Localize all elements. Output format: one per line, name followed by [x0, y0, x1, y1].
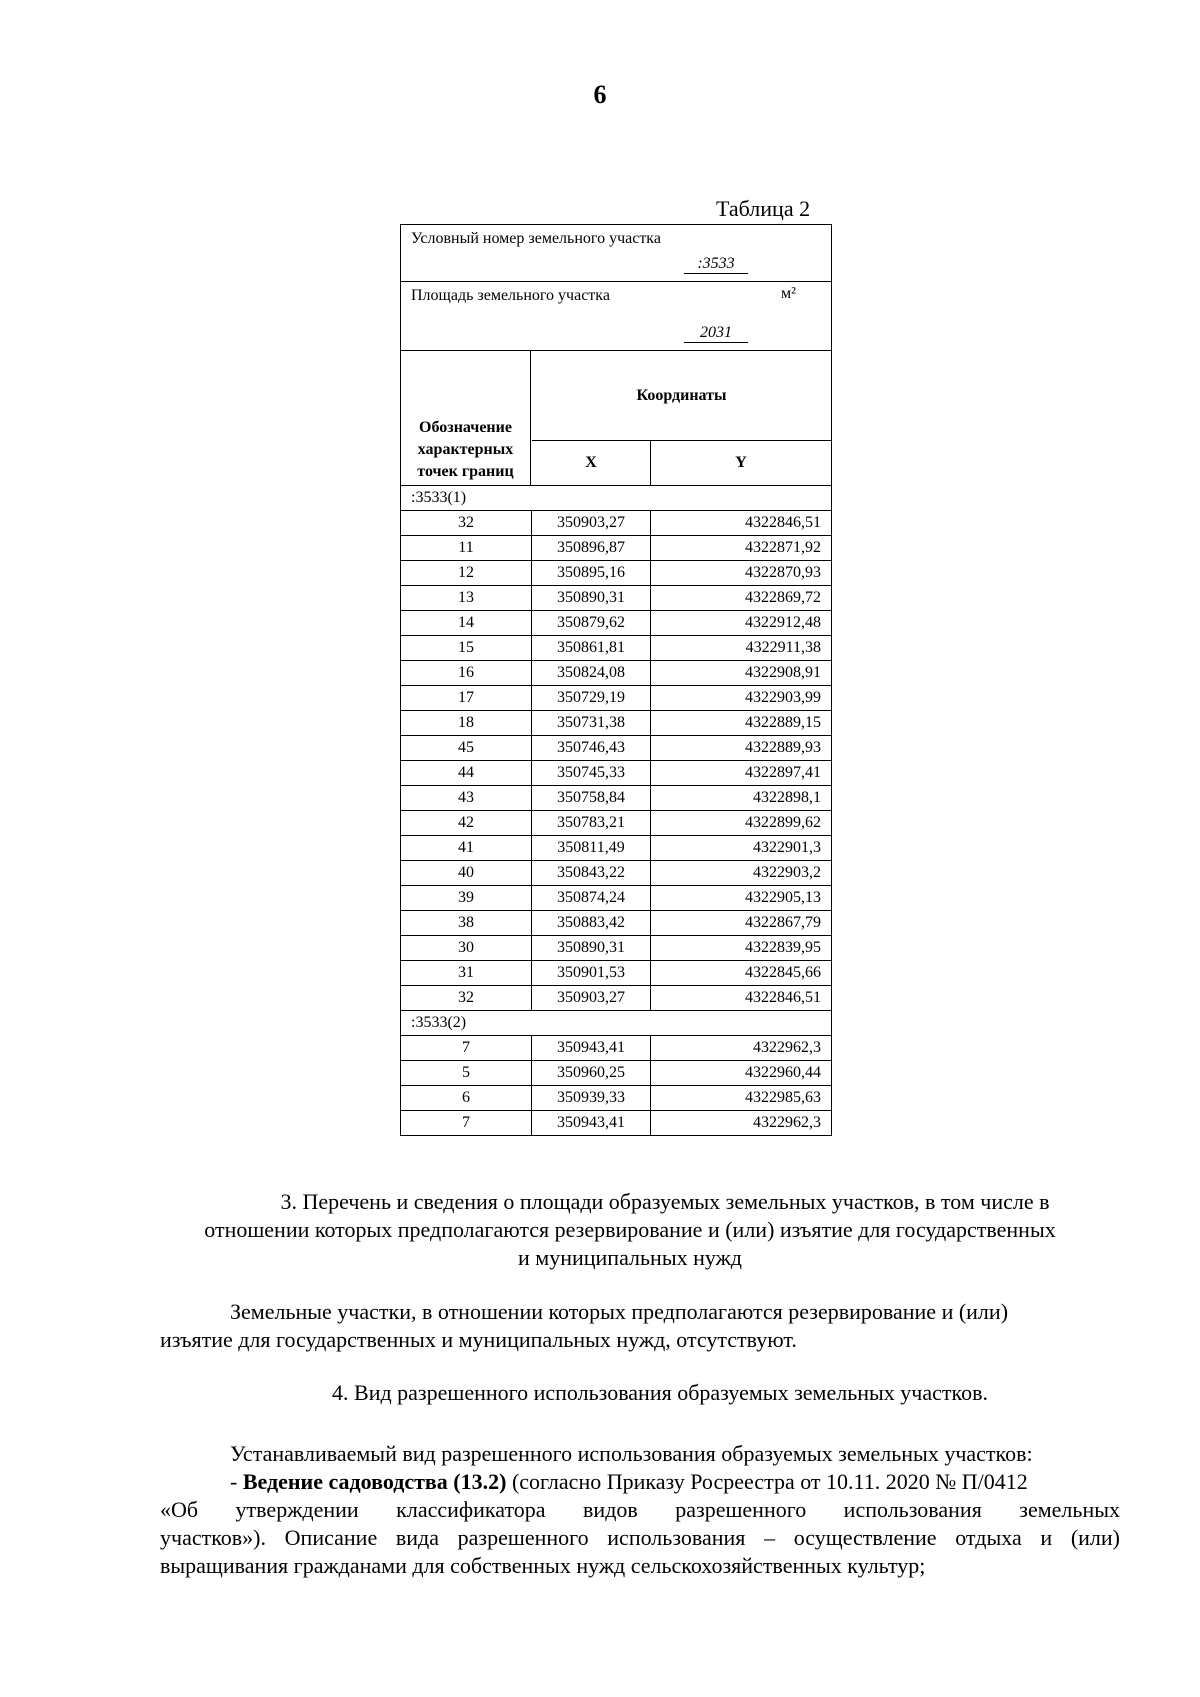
section4-intro: Устанавливаемый вид разрешенного использования образуемых земельных участков:: [230, 1441, 1033, 1466]
y-cell: 4322962,3: [651, 1111, 832, 1136]
area-unit: м²: [781, 285, 796, 302]
parcel-number-label: Условный номер земельного участка: [411, 230, 661, 247]
point-cell: 17: [401, 686, 532, 711]
section3-title-line2: отношении которых предполагаются резервирование и (или) изъятие для государственных: [204, 1217, 1056, 1242]
point-cell: 16: [401, 661, 532, 686]
point-cell: 15: [401, 636, 532, 661]
table-row: [401, 586, 831, 611]
y-cell: 4322870,93: [651, 561, 832, 586]
x-cell: 350895,16: [532, 561, 651, 586]
x-cell: 350731,38: [532, 711, 651, 736]
column-y: Y: [735, 454, 747, 471]
x-cell: 350903,27: [532, 986, 651, 1011]
section4-title: 4. Вид разрешенного использования образуемых земельных участков.: [332, 1380, 988, 1405]
coordinates-body: [401, 486, 831, 1135]
table-row: [401, 686, 831, 711]
table-row: [401, 1111, 831, 1136]
point-cell: 31: [401, 961, 532, 986]
y-cell: 4322898,1: [651, 786, 832, 811]
y-cell: 4322846,51: [651, 511, 832, 536]
table-row: [401, 1061, 831, 1086]
point-cell: 14: [401, 611, 532, 636]
table-row: [401, 661, 831, 686]
section3-body: [160, 1298, 1100, 1354]
x-cell: 350896,87: [532, 536, 651, 561]
point-cell: 32: [401, 986, 532, 1011]
y-cell: 4322912,48: [651, 611, 832, 636]
section4-line5: выращивания гражданами для собственных нужд сельскохозяйственных культур;: [160, 1553, 926, 1578]
point-cell: 44: [401, 761, 532, 786]
x-cell: 350903,27: [532, 511, 651, 536]
y-cell: 4322869,72: [651, 586, 832, 611]
y-cell: 4322903,99: [651, 686, 832, 711]
y-cell: 4322903,2: [651, 861, 832, 886]
table-row: [401, 611, 831, 636]
x-cell: 350883,42: [532, 911, 651, 936]
point-cell: 7: [401, 1111, 532, 1136]
table-row: [401, 911, 831, 936]
y-cell: 4322889,93: [651, 736, 832, 761]
table-row: [401, 786, 831, 811]
x-cell: 350890,31: [532, 586, 651, 611]
y-cell: 4322867,79: [651, 911, 832, 936]
point-cell: 12: [401, 561, 532, 586]
table-row: [401, 636, 831, 661]
point-cell: 45: [401, 736, 532, 761]
point-cell: 38: [401, 911, 532, 936]
x-cell: 350943,41: [532, 1111, 651, 1136]
table-row: [401, 986, 831, 1011]
section4-item-rest: (согласно Приказу Росреестра от 10.11. 2020 № П/0412: [506, 1469, 1028, 1494]
table-row: [401, 736, 831, 761]
table-row: [401, 536, 831, 561]
section4-line3: «Об утверждении классификатора видов разрешенного использования земельных: [160, 1497, 1120, 1522]
section4-item-prefix: -: [230, 1469, 243, 1494]
section3-title: [150, 1188, 1110, 1272]
group-row: [401, 486, 831, 511]
table-row: [401, 1036, 831, 1061]
y-cell: 4322897,41: [651, 761, 832, 786]
point-cell: 30: [401, 936, 532, 961]
x-cell: 350783,21: [532, 811, 651, 836]
x-cell: 350960,25: [532, 1061, 651, 1086]
table-row: [401, 886, 831, 911]
group-row: [401, 1011, 831, 1036]
x-cell: 350746,43: [532, 736, 651, 761]
y-cell: 4322845,66: [651, 961, 832, 986]
y-cell: 4322846,51: [651, 986, 832, 1011]
x-cell: 350758,84: [532, 786, 651, 811]
y-cell: 4322962,3: [651, 1036, 832, 1061]
table-row: [401, 511, 831, 536]
table-row: [401, 761, 831, 786]
section4-item: [160, 1468, 1120, 1496]
x-cell: 350861,81: [532, 636, 651, 661]
table-row: [401, 961, 831, 986]
y-cell: 4322899,62: [651, 811, 832, 836]
x-cell: 350824,08: [532, 661, 651, 686]
section3-body-line1: Земельные участки, в отношении которых предполагаются резервирование и (или): [230, 1299, 1009, 1324]
y-cell: 4322889,15: [651, 711, 832, 736]
y-cell: 4322871,92: [651, 536, 832, 561]
point-cell: 13: [401, 586, 532, 611]
x-cell: 350943,41: [532, 1036, 651, 1061]
section4-item-bold: Ведение садоводства (13.2): [242, 1469, 507, 1494]
table-row: [401, 836, 831, 861]
column-designation: Обозначение характерных точек границ: [401, 351, 531, 485]
group-name: :3533(1): [411, 489, 467, 506]
x-cell: 350901,53: [532, 961, 651, 986]
table-row: [401, 861, 831, 886]
group-name: :3533(2): [401, 1011, 831, 1036]
section3-title-line1: 3. Перечень и сведения о площади образуемых земельных участков, в том числе в: [280, 1189, 1050, 1214]
x-cell: 350811,49: [532, 836, 651, 861]
point-cell: 39: [401, 886, 532, 911]
y-cell: 4322911,38: [651, 636, 832, 661]
x-cell: 350745,33: [532, 761, 651, 786]
y-cell: 4322960,44: [651, 1061, 832, 1086]
area-label: Площадь земельного участка: [411, 287, 610, 304]
page-number: 6: [593, 80, 607, 109]
point-cell: 32: [401, 511, 532, 536]
y-cell: 4322908,91: [651, 661, 832, 686]
x-cell: 350879,62: [532, 611, 651, 636]
point-cell: 41: [401, 836, 532, 861]
table-row: [401, 711, 831, 736]
coordinates-table: [400, 224, 832, 1136]
point-cell: 18: [401, 711, 532, 736]
section4-body: [160, 1440, 1120, 1580]
column-header: [401, 351, 831, 486]
section4-line4: участков»). Описание вида разрешенного использования – осуществление отдыха и (или): [160, 1525, 1120, 1550]
point-cell: 7: [401, 1036, 532, 1061]
point-cell: 5: [401, 1061, 532, 1086]
x-cell: 350843,22: [532, 861, 651, 886]
table-row: [401, 561, 831, 586]
x-cell: 350939,33: [532, 1086, 651, 1111]
area-row: [401, 282, 831, 351]
point-cell: 11: [401, 536, 532, 561]
parcel-number-value: :3533: [684, 255, 748, 274]
y-cell: 4322985,63: [651, 1086, 832, 1111]
column-x: X: [532, 441, 651, 485]
table-row: [401, 1086, 831, 1111]
y-cell: 4322905,13: [651, 886, 832, 911]
point-cell: 43: [401, 786, 532, 811]
table-row: [401, 811, 831, 836]
y-cell: 4322839,95: [651, 936, 832, 961]
column-coordinates: Координаты: [532, 351, 831, 441]
table-caption: Таблица 2: [716, 196, 811, 221]
x-cell: 350874,24: [532, 886, 651, 911]
section3-body-line2: изъятие для государственных и муниципальных нужд, отсутствуют.: [160, 1327, 797, 1352]
point-cell: 40: [401, 861, 532, 886]
area-value: 2031: [684, 324, 748, 343]
table-row: [401, 936, 831, 961]
x-cell: 350729,19: [532, 686, 651, 711]
section3-title-line3: и муниципальных нужд: [518, 1245, 742, 1270]
x-cell: 350890,31: [532, 936, 651, 961]
parcel-number-row: [401, 225, 831, 282]
point-cell: 42: [401, 811, 532, 836]
y-cell: 4322901,3: [651, 836, 832, 861]
point-cell: 6: [401, 1086, 532, 1111]
